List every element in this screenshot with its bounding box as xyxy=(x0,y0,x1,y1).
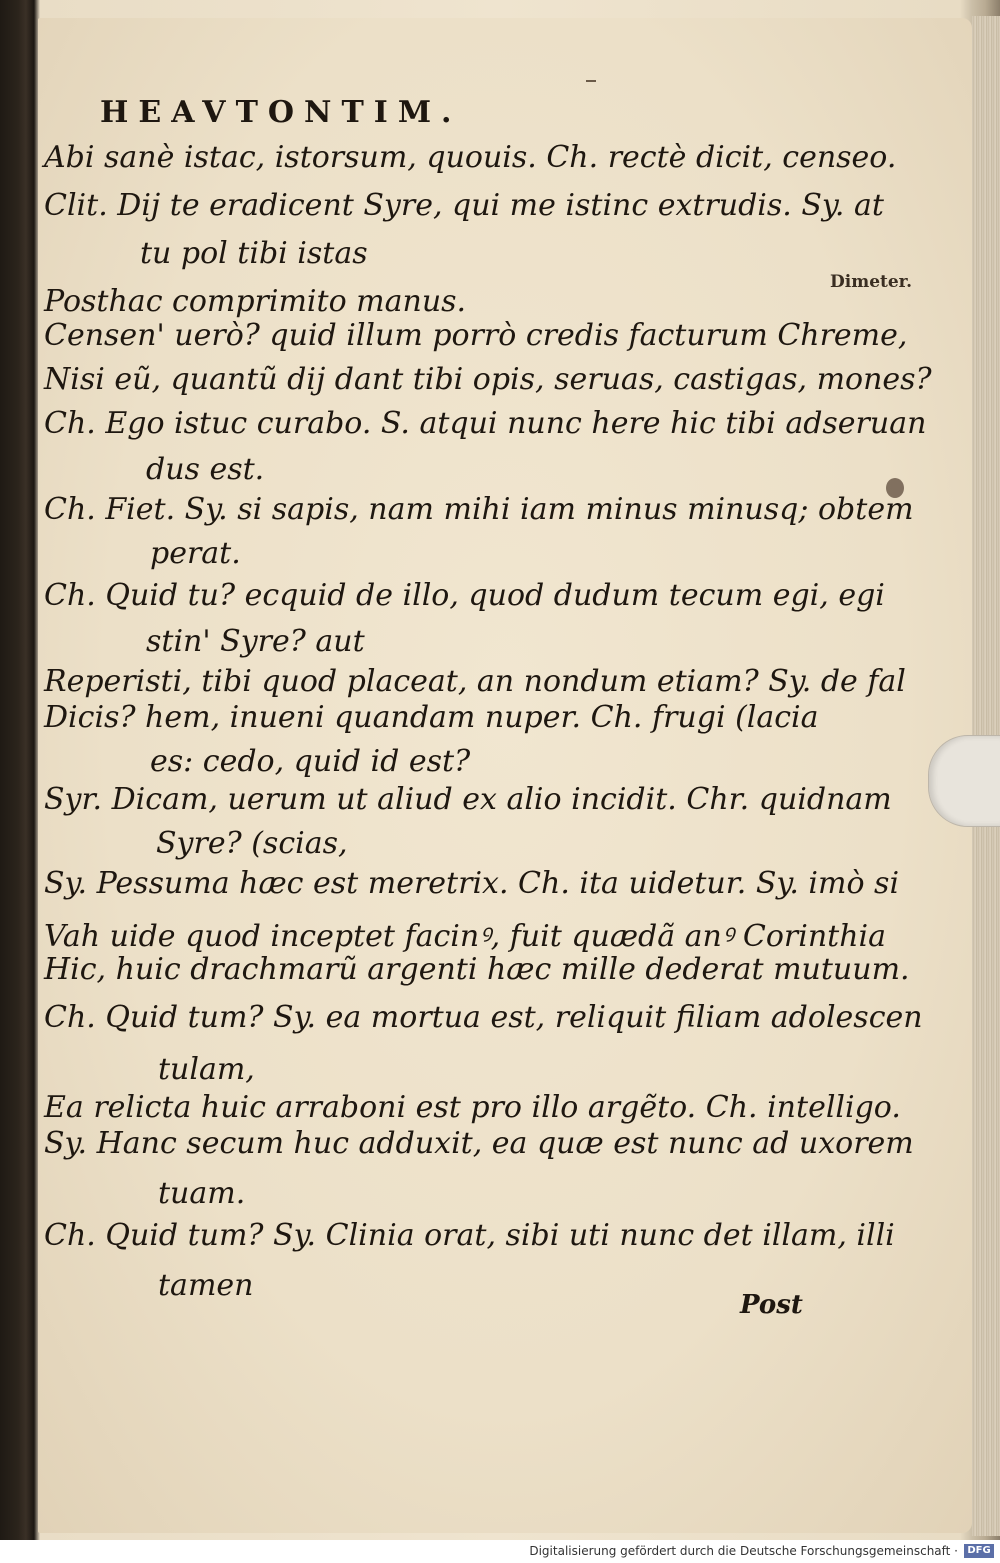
text-line: stin' Syre? aut xyxy=(146,624,365,659)
text-line: Ch. Quid tu? ecquid de illo, quod dudum tecum egi, egi xyxy=(44,578,885,613)
text-line: Sy. Hanc secum huc adduxit, ea quæ est nunc ad uxorem xyxy=(44,1126,914,1161)
text-line: Ch. Fiet. Sy. si sapis, nam mihi iam minus minusq; obtem xyxy=(44,492,914,527)
text-line: es: cedo, quid id est? xyxy=(150,744,471,779)
text-line: Syr. Dicam, uerum ut aliud ex alio incidit. Chr. quidnam xyxy=(44,782,892,817)
text-line: Syre? (scias, xyxy=(156,826,348,861)
text-line: Ch. Ego istuc curabo. S. atqui nunc here hic tibi adseruan xyxy=(44,406,927,441)
text-line: Posthac comprimito manus. xyxy=(44,284,467,319)
text-line: tulam, xyxy=(158,1052,255,1087)
text-line: Clit. Dij te eradicent Syre, qui me istinc extrudis. Sy. at xyxy=(44,188,884,223)
text-line: Ea relicta huic arraboni est pro illo argẽto. Ch. intelligo. xyxy=(44,1090,901,1125)
text-line: tuam. xyxy=(158,1176,246,1211)
running-header: HEAVTONTIM. xyxy=(100,95,462,130)
text-line: Hic, huic drachmarũ argenti hæc mille dederat mutuum. xyxy=(44,952,910,987)
text-line: tamen xyxy=(158,1268,254,1303)
page-clip-tab xyxy=(928,735,1000,827)
text-line: Dicis? hem, inueni quandam nuper. Ch. frugi (lacia xyxy=(44,700,819,735)
text-line: Ch. Quid tum? Sy. Clinia orat, sibi uti nunc det illam, illi xyxy=(44,1218,895,1253)
text-line: Sy. Pessuma hæc est meretrix. Ch. ita uidetur. Sy. imò si xyxy=(44,866,900,901)
text-line: Vah uide quod inceptet facinꝰ, fuit quædã anꝰ Corinthia xyxy=(44,919,887,954)
header-ornament xyxy=(586,80,596,82)
funding-credit: Digitalisierung gefördert durch die Deutsche Forschungsgemeinschaft · xyxy=(529,1544,958,1558)
text-line: perat. xyxy=(150,536,241,571)
text-line: tu pol tibi istas xyxy=(140,236,368,271)
dfg-logo: DFG xyxy=(964,1544,994,1558)
text-line: dus est. xyxy=(146,452,265,487)
text-line: Reperisti, tibi quod placeat, an nondum etiam? Sy. de fal xyxy=(44,664,906,699)
text-line: Abi sanè istac, istorsum, quouis. Ch. rectè dicit, censeo. xyxy=(44,140,897,175)
text-line: Ch. Quid tum? Sy. ea mortua est, reliquit filiam adolescen xyxy=(44,1000,923,1035)
text-line: Nisi eũ, quantũ dij dant tibi opis, seruas, castigas, mones? xyxy=(44,362,932,397)
margin-note: Dimeter. xyxy=(830,272,912,292)
catchword: Post xyxy=(740,1290,803,1320)
text-line: Censen' uerò? quid illum porrò credis facturum Chreme, xyxy=(44,318,908,353)
